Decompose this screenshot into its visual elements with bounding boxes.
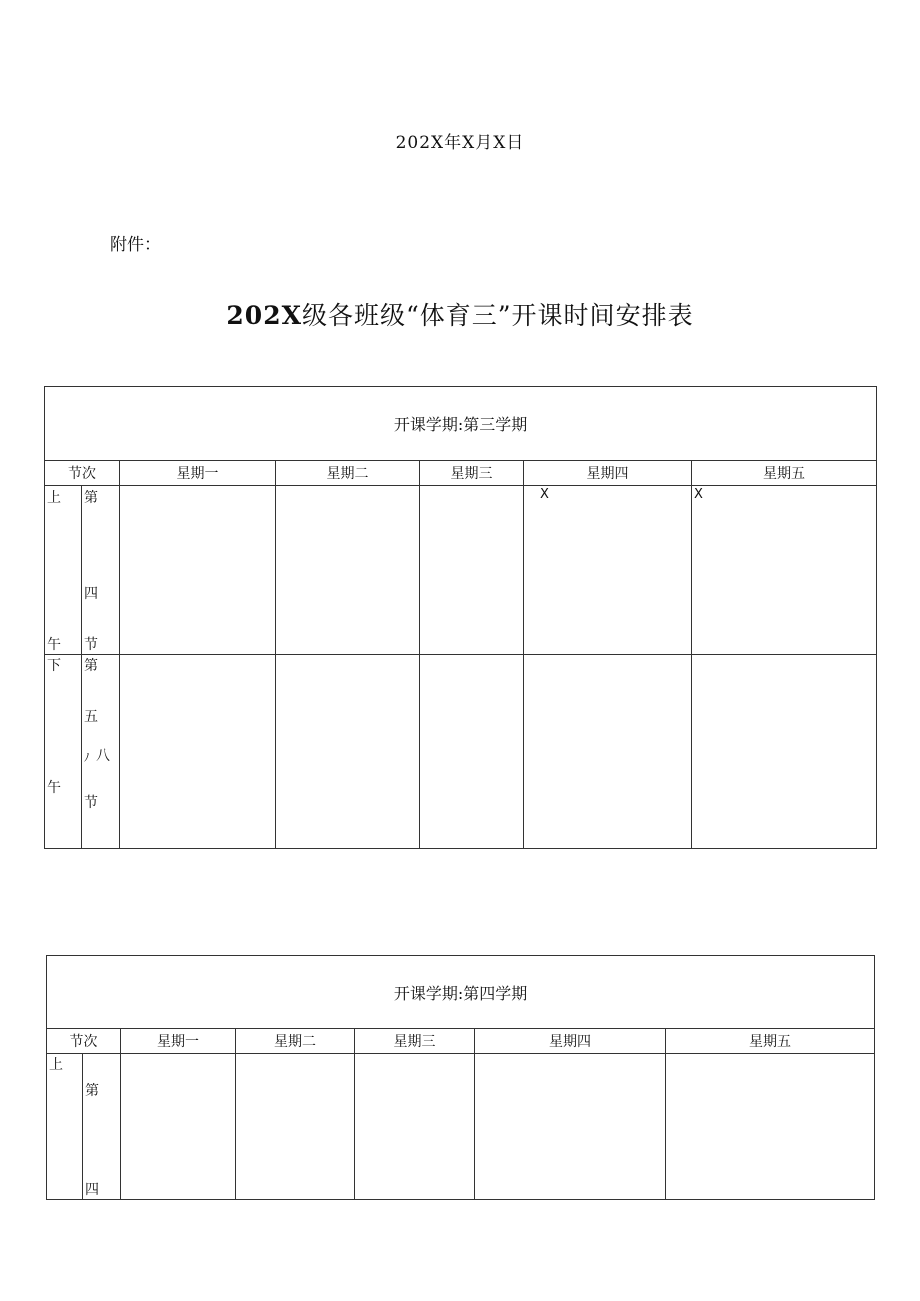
- period-morning: [47, 1054, 83, 1200]
- section-mark: ﾉ: [84, 751, 90, 764]
- period-char: 午: [47, 637, 61, 653]
- period-char: 上: [49, 1057, 63, 1073]
- header-session: 节次: [47, 1029, 121, 1054]
- section-char: 节: [84, 637, 98, 653]
- section-char: 第: [85, 1083, 99, 1099]
- schedule-cell: [120, 655, 276, 849]
- table-row: [45, 655, 877, 849]
- semester-heading: 开课学期:第四学期: [47, 956, 875, 1029]
- section-char: 节: [84, 795, 98, 811]
- schedule-cell: [475, 1054, 666, 1200]
- section-label: [82, 486, 120, 655]
- schedule-cell: [236, 1054, 355, 1200]
- cell-mark: X: [694, 487, 703, 502]
- section-char: 五: [84, 709, 98, 725]
- header-friday: 星期五: [666, 1029, 875, 1054]
- section-char: 八: [96, 748, 110, 764]
- period-char: 上: [47, 490, 61, 506]
- header-session: 节次: [45, 461, 120, 486]
- header-thursday: 星期四: [475, 1029, 666, 1054]
- table-row: [45, 486, 877, 655]
- period-char: 午: [47, 780, 61, 796]
- section-label: [83, 1054, 121, 1200]
- period-morning: [45, 486, 82, 655]
- schedule-cell: [420, 655, 524, 849]
- header-friday: 星期五: [692, 461, 877, 486]
- schedule-cell: [120, 486, 276, 655]
- header-wednesday: 星期三: [420, 461, 524, 486]
- schedule-cell: [692, 655, 877, 849]
- table-row: [47, 1054, 875, 1200]
- schedule-cell: [666, 1054, 875, 1200]
- section-char: 四: [85, 1182, 99, 1198]
- section-char: 第: [84, 658, 98, 674]
- title-text: 级各班级“体育三”开课时间安排表: [302, 301, 694, 330]
- schedule-cell: [276, 655, 420, 849]
- schedule-cell: [276, 486, 420, 655]
- schedule-cell: [692, 486, 877, 655]
- section-char: 第: [84, 490, 98, 506]
- document-title: [0, 296, 920, 332]
- schedule-cell: [420, 486, 524, 655]
- period-char: 下: [47, 658, 61, 674]
- schedule-table-semester-3: [44, 386, 877, 849]
- schedule-cell: [121, 1054, 236, 1200]
- schedule-table-semester-4: [46, 955, 875, 1200]
- header-monday: 星期一: [121, 1029, 236, 1054]
- schedule-cell: [524, 486, 692, 655]
- header-wednesday: 星期三: [355, 1029, 475, 1054]
- date-line: 202X年X月X日: [395, 133, 525, 153]
- header-tuesday: 星期二: [276, 461, 420, 486]
- header-tuesday: 星期二: [236, 1029, 355, 1054]
- section-char: 四: [84, 586, 98, 602]
- schedule-cell: [524, 655, 692, 849]
- section-label: [82, 655, 120, 849]
- header-monday: 星期一: [120, 461, 276, 486]
- cell-mark: X: [540, 487, 549, 502]
- semester-heading: 开课学期:第三学期: [45, 387, 877, 461]
- schedule-cell: [355, 1054, 475, 1200]
- header-thursday: 星期四: [524, 461, 692, 486]
- attachment-label: 附件：: [110, 235, 161, 255]
- period-afternoon: [45, 655, 82, 849]
- title-year: 202X: [226, 301, 302, 330]
